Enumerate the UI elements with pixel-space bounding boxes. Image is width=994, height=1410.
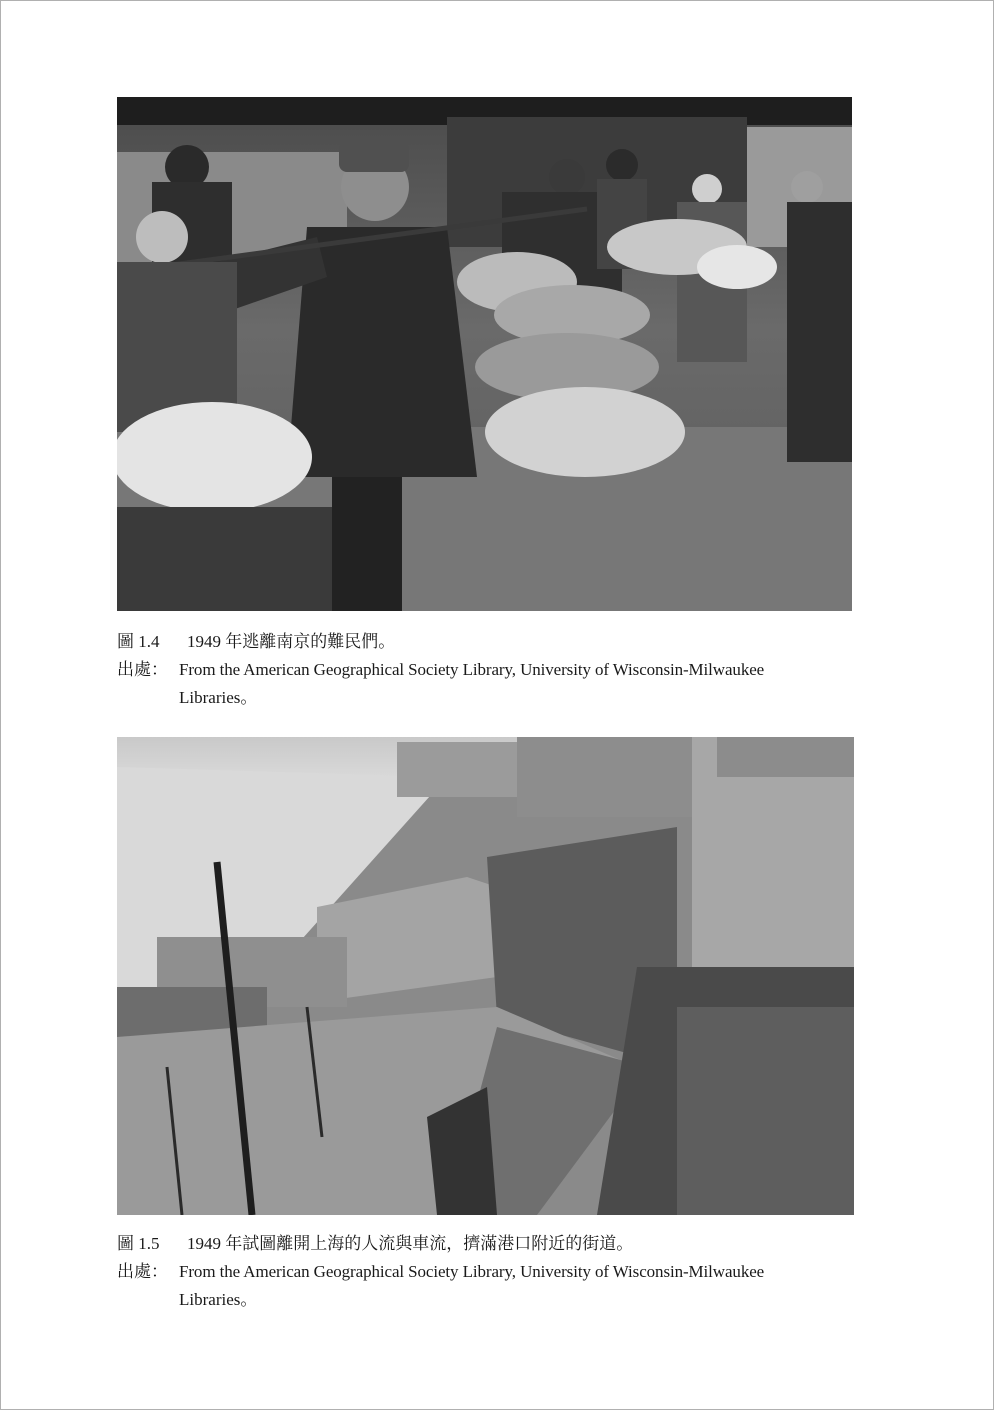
figure-caption-text: 1949 年試圖離開上海的人流與車流，擠滿港口附近的街道。 xyxy=(187,1234,634,1253)
shanghai-bund-photo xyxy=(117,737,854,1215)
source-text-continued: Libraries。 xyxy=(179,1290,258,1309)
figure-number: 圖 1.5 xyxy=(117,1234,160,1253)
figure-number: 圖 1.4 xyxy=(117,632,160,651)
source-text: From the American Geographical Society Library, University of Wisconsin-Milwaukee xyxy=(179,660,765,679)
source-label: 出處： xyxy=(117,1262,168,1281)
source-label: 出處： xyxy=(117,660,168,679)
figure-1-4-caption xyxy=(117,628,857,712)
figure-1-5-caption xyxy=(117,1230,857,1314)
refugees-nanjing-photo xyxy=(117,97,852,611)
figure-caption-text: 1949 年逃離南京的難民們。 xyxy=(187,632,396,651)
source-text-continued: Libraries。 xyxy=(179,688,258,707)
source-text: From the American Geographical Society Library, University of Wisconsin-Milwaukee xyxy=(179,1262,765,1281)
